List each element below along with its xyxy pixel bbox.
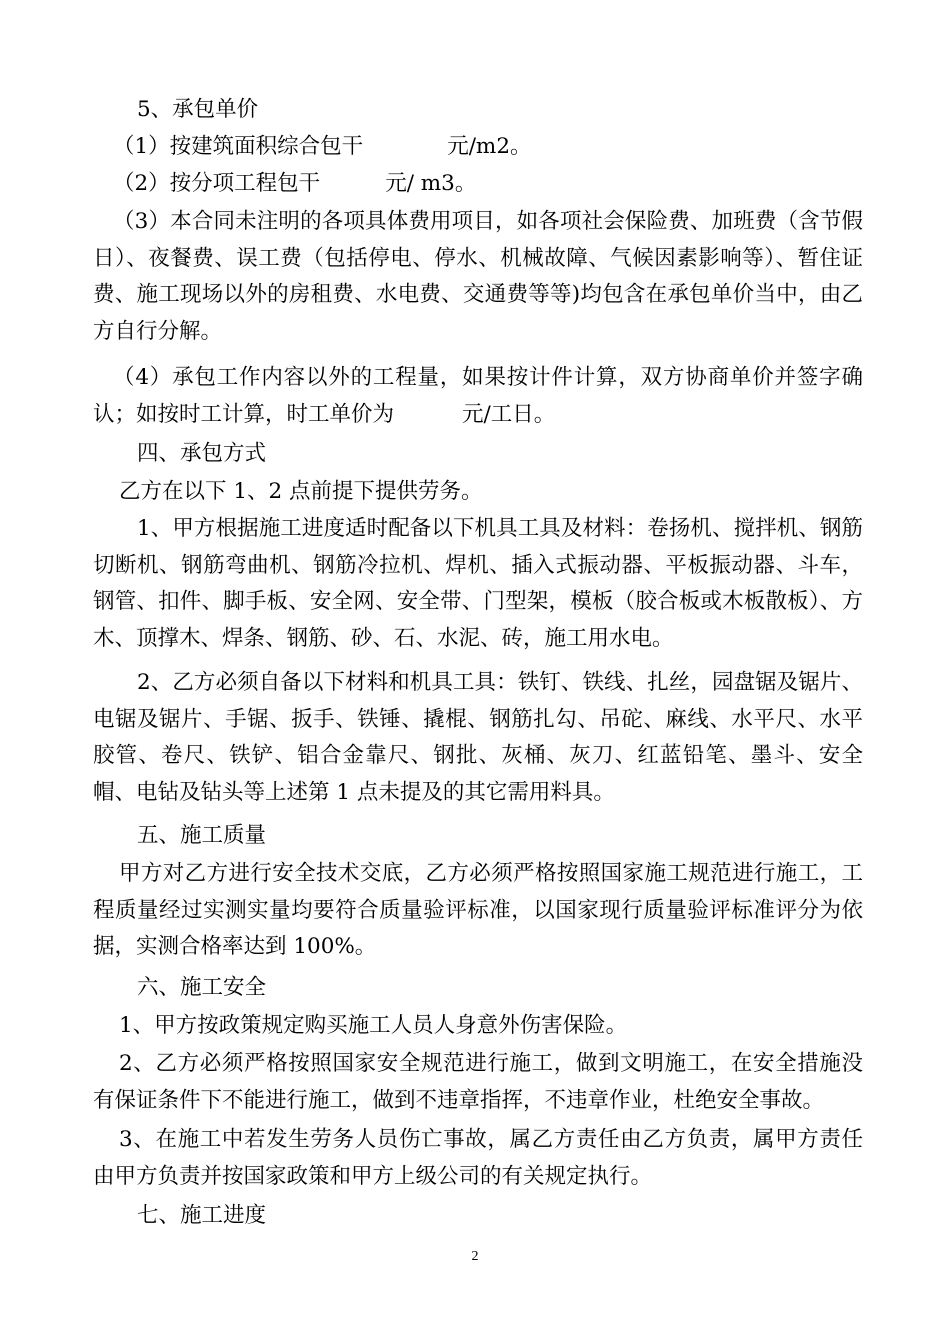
section-4-point-2: 2、乙方必须自备以下材料和机具工具：铁钉、铁线、扎丝，园盘锯及锯片、电锯及锯片、手锯、扳手、铁锤、撬棍、钢筋扎勾、吊砣、麻线、水平尺、水平胶管、卷尺、铁铲、铝合金靠尺、钢批、灰桶、灰刀、红蓝铅笔、墨斗、安全帽、电钻及钻头等上述第 1 点未提及的其它需用料具。 bbox=[93, 670, 863, 805]
item-4-text: （4）承包工作内容以外的工程量，如果按计件计算，双方协商单价并签字确认；如按时工计算，时工单价为 bbox=[93, 365, 863, 427]
item-2-label: （2）按分项工程包干 bbox=[113, 171, 321, 196]
section-6-title: 六、施工安全 bbox=[137, 975, 267, 1000]
item-1-unit: 元/m2。 bbox=[447, 134, 532, 159]
section-6-point-2: 2、乙方必须严格按照国家安全规范进行施工，做到文明施工，在安全措施没有保证条件下不能进行施工，做到不违章指挥，不违章作业，杜绝安全事故。 bbox=[93, 1051, 863, 1113]
item-1-label: （1）按建筑面积综合包干 bbox=[113, 134, 364, 159]
section-4-point-1: 1、甲方根据施工进度适时配备以下机具工具及材料：卷扬机、搅拌机、钢筋切断机、钢筋弯曲机、钢筋冷拉机、焊机、插入式振动器、平板振动器、斗车，钢管、扣件、脚手板、安全网、安全带、门型架，模板（胶合板或木板散板）、方木、顶撑木、焊条、钢筋、砂、石、水泥、砖，施工用水电。 bbox=[93, 516, 863, 651]
section-5-item-4 bbox=[93, 360, 863, 433]
section-5-title: 5、承包单价 bbox=[137, 97, 259, 122]
section-7-title: 七、施工进度 bbox=[137, 1203, 267, 1228]
section-4-intro: 乙方在以下 1、2 点前提下提供劳务。 bbox=[119, 479, 483, 504]
section-quality-title: 五、施工质量 bbox=[137, 823, 267, 848]
section-5-item-1 bbox=[113, 129, 883, 166]
section-4-title: 四、承包方式 bbox=[137, 441, 267, 466]
section-6-point-3: 3、在施工中若发生劳务人员伤亡事故，属乙方责任由乙方负责，属甲方责任由甲方负责并按国家政策和甲方上级公司的有关规定执行。 bbox=[93, 1127, 863, 1189]
item-2-unit: 元/ m3。 bbox=[385, 171, 477, 196]
section-5-item-3: （3）本合同未注明的各项具体费用项目，如各项社会保险费、加班费（含节假日）、夜餐费、误工费（包括停电、停水、机械故障、气候因素影响等）、暂住证费、施工现场以外的房租费、水电费、交通费等等)均包含在承包单价当中，由乙方自行分解。 bbox=[93, 209, 863, 344]
section-6-point-1: 1、甲方按政策规定购买施工人员人身意外伤害保险。 bbox=[119, 1013, 628, 1038]
section-5-item-2 bbox=[113, 166, 883, 203]
page-number: 2 bbox=[471, 1249, 479, 1264]
section-quality-text: 甲方对乙方进行安全技术交底，乙方必须严格按照国家施工规范进行施工，工程质量经过实测实量均要符合质量验评标准，以国家现行质量验评标准评分为依据，实测合格率达到 100%。 bbox=[93, 861, 863, 960]
item-4-unit: 元/工日。 bbox=[462, 401, 556, 427]
